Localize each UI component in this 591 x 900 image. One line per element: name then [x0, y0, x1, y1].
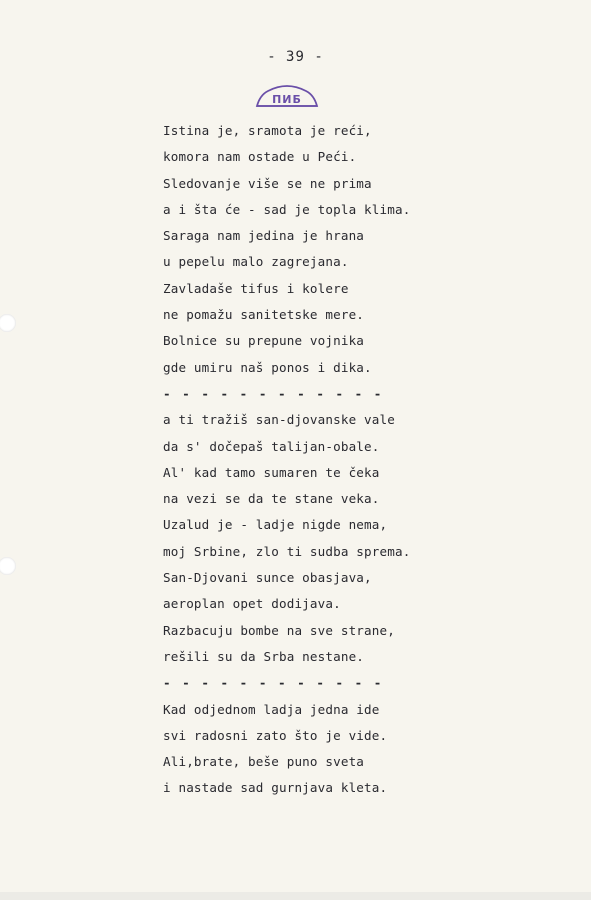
poem-body — [163, 118, 563, 802]
verse-line: rešili su da Srba nestane. — [163, 648, 365, 664]
page-number: - 39 - — [267, 49, 324, 65]
verse-line: da s' dočepaš talijan-obale. — [163, 438, 380, 454]
library-stamp — [254, 81, 320, 109]
verse-line: komora nam ostade u Peći. — [163, 149, 357, 165]
verse-line: gde umiru naš ponos i dika. — [163, 359, 372, 375]
verse-line: aeroplan opet dodijava. — [163, 596, 341, 612]
verse-line: Razbacuju bombe na sve strane, — [163, 622, 395, 638]
verse-line: Bolnice su prepune vojnika — [163, 333, 365, 349]
section-separator: - - - - - - - - - - - - — [163, 385, 384, 401]
verse-line: Istina je, sramota je reći, — [163, 123, 372, 138]
verse-line: a ti tražiš san-djovanske vale — [163, 412, 395, 428]
verse-line: svi radosni zato što je vide. — [163, 727, 388, 743]
verse-line: Kad odjednom ladja jedna ide — [163, 701, 380, 717]
verse-line: na vezi se da te stane veka. — [163, 491, 380, 507]
stanza-2 — [163, 407, 563, 670]
page-bottom-edge — [0, 892, 591, 900]
section-separator: - - - - - - - - - - - - — [163, 675, 384, 691]
verse-line: Ali,brate, beše puno sveta — [163, 754, 365, 770]
verse-line: Uzalud je - ladje nigde nema, — [163, 517, 388, 533]
stamp-text: ПИБ — [272, 93, 302, 106]
stanza-1 — [163, 118, 563, 381]
verse-line: u pepelu malo zagrejana. — [163, 254, 349, 270]
verse-line: Zavladaše tifus i kolere — [163, 280, 349, 296]
verse-line: Saraga nam jedina je hrana — [163, 228, 365, 244]
verse-line: i nastade sad gurnjava kleta. — [163, 780, 388, 796]
verse-line: Al' kad tamo sumaren te čeka — [163, 464, 380, 480]
verse-line: Sledovanje više se ne prima — [163, 175, 372, 191]
stanza-3 — [163, 697, 563, 802]
punch-hole — [0, 314, 16, 332]
verse-line: moj Srbine, zlo ti sudba sprema. — [163, 543, 411, 559]
verse-line: a i šta će - sad je topla klima. — [163, 201, 411, 217]
verse-line: San-Djovani sunce obasjava, — [163, 570, 372, 586]
verse-line: ne pomažu sanitetske mere. — [163, 307, 365, 323]
punch-hole — [0, 557, 16, 575]
